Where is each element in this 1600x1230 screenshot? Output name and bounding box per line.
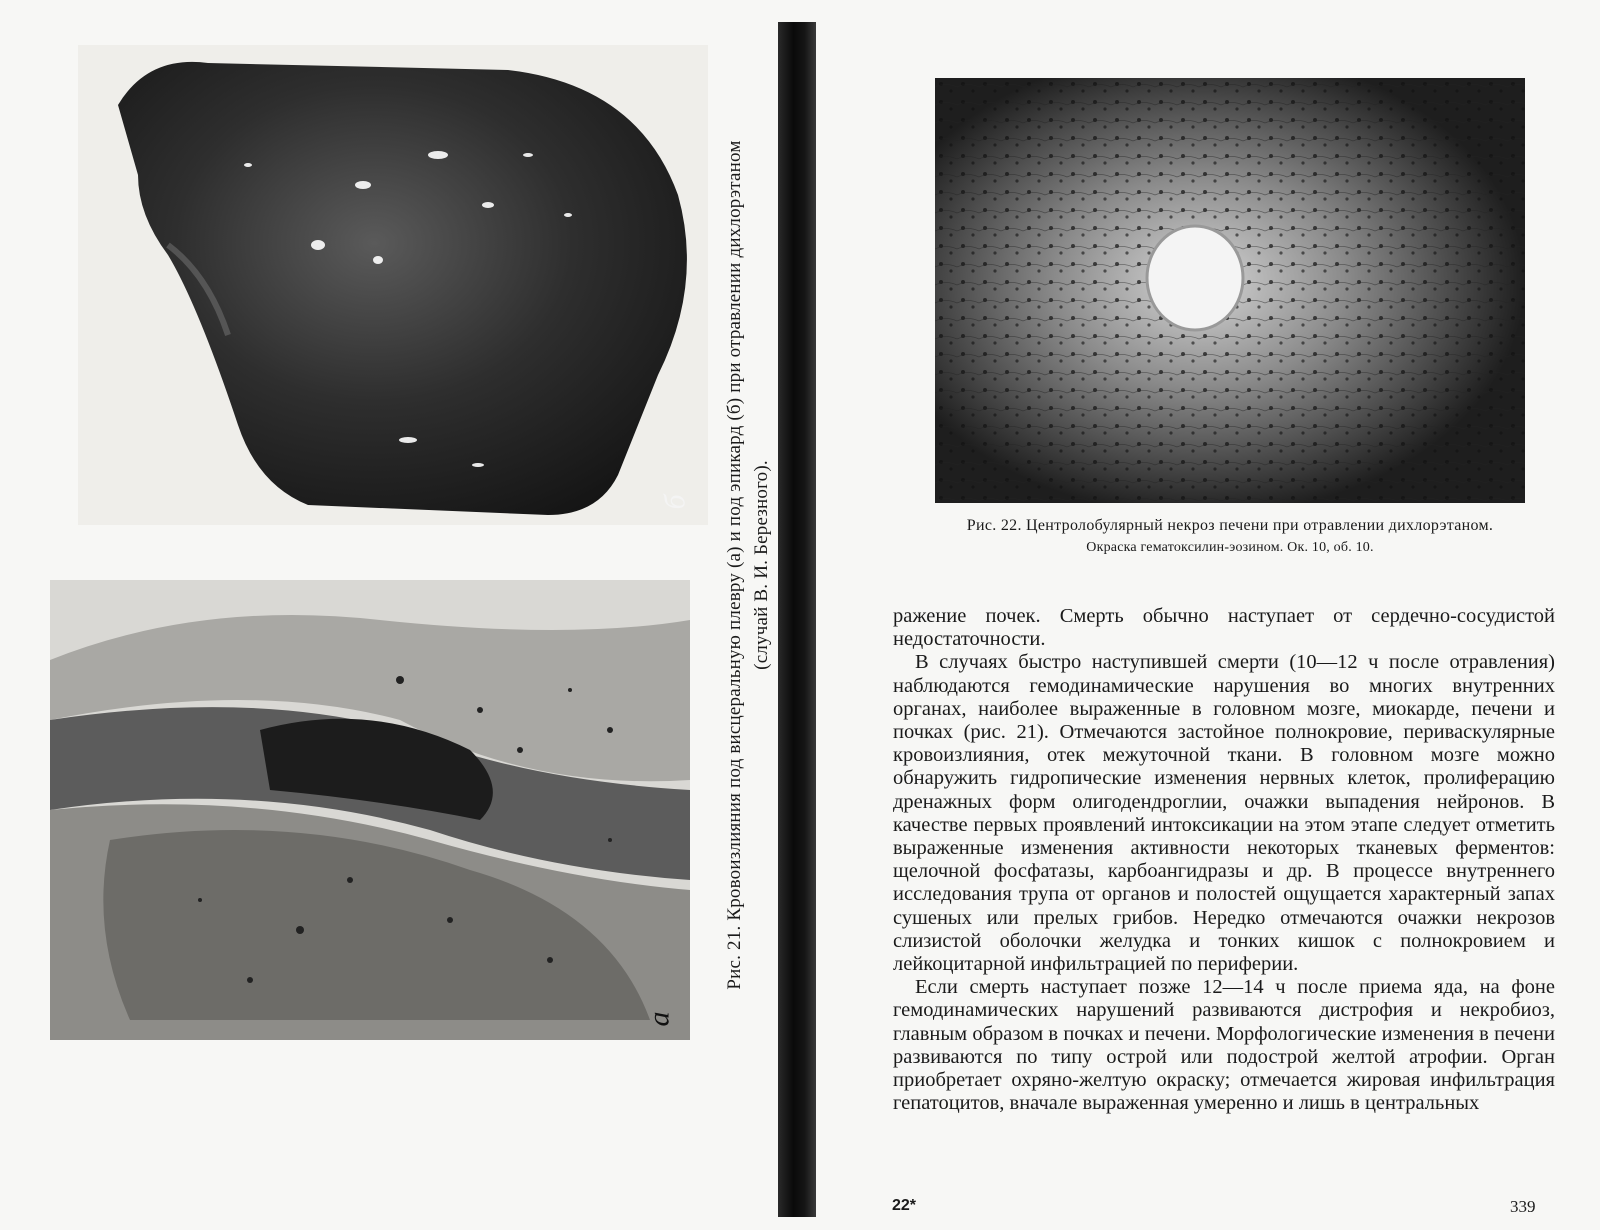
paragraph-1: ражение почек. Смерть обычно наступает от сердечно-сосудистой недостаточности. bbox=[893, 605, 1555, 651]
photo-a-label: а bbox=[642, 1011, 676, 1027]
figure-22-caption-line1: Рис. 22. Центролобулярный некроз печени при отравлении дихлорэтаном. bbox=[966, 517, 1494, 534]
photo-heart-epicardium bbox=[78, 45, 708, 525]
photo-lung-pleura bbox=[50, 580, 690, 1040]
figure-21-caption bbox=[721, 85, 775, 1045]
paragraph-2: В случаях быстро наступившей смерти (10—12 ч после отравления) наблюдаются гемодинамические нарушения во многих внутренних органах, наиболее выраженные в головном мозге, миокарде, печени и почках (рис. 21). Отмечаются застойное полнокровие, периваскулярные кровоизлияния, отек межуточной ткани. В головном мозге можно обнаружить гидропические изменения нервных клеток, пролиферацию дренажных форм олигодендроглии, очажки выпадения нейронов. В качестве первых проявлений интоксикации на этом этапе следует отметить выраженные изменения активности некоторых тканевых ферментов: щелочной фосфатазы, карбоангидразы и др. В процессе внутреннего исследования трупа от органов и полостей ощущается характерный запах сушеных или прелых грибов. Нередко отмечаются очажки некрозов слизистой оболочки желудка и тонких кишок с полнокровием и лейкоцитарной инфильтрацией по периферии. bbox=[893, 651, 1555, 976]
micrograph-liver-necrosis bbox=[935, 78, 1525, 503]
photo-b-label: б bbox=[658, 494, 692, 510]
signature-mark: 22* bbox=[892, 1197, 917, 1214]
figure-22-caption bbox=[880, 515, 1580, 559]
book-gutter bbox=[778, 22, 816, 1217]
figure-21-caption-line2: (случай В. И. Березного). bbox=[751, 460, 772, 670]
figure-22-caption-line2: Окраска гематоксилин-эозином. Ок. 10, об. 10. bbox=[1086, 540, 1374, 555]
figure-21-caption-line1: Рис. 21. Кровоизлияния под висцеральную плевру (а) и под эпикард (б) при отравлении дихлорэтаном bbox=[724, 140, 745, 990]
body-text bbox=[893, 605, 1555, 1115]
page-number: 339 bbox=[1510, 1197, 1536, 1216]
paragraph-3: Если смерть наступает позже 12—14 ч после приема яда, на фоне гемодинамических нарушений развиваются дистрофия и некробиоз, главным образом в почках и печени. Морфологические изменения в печени развиваются по типу острой или подострой желтой атрофии. Орган приобретает охряно-желтую окраску; отмечается жировая инфильтрация гепатоцитов, вначале выраженная умеренно и лишь в центральных bbox=[893, 976, 1555, 1115]
